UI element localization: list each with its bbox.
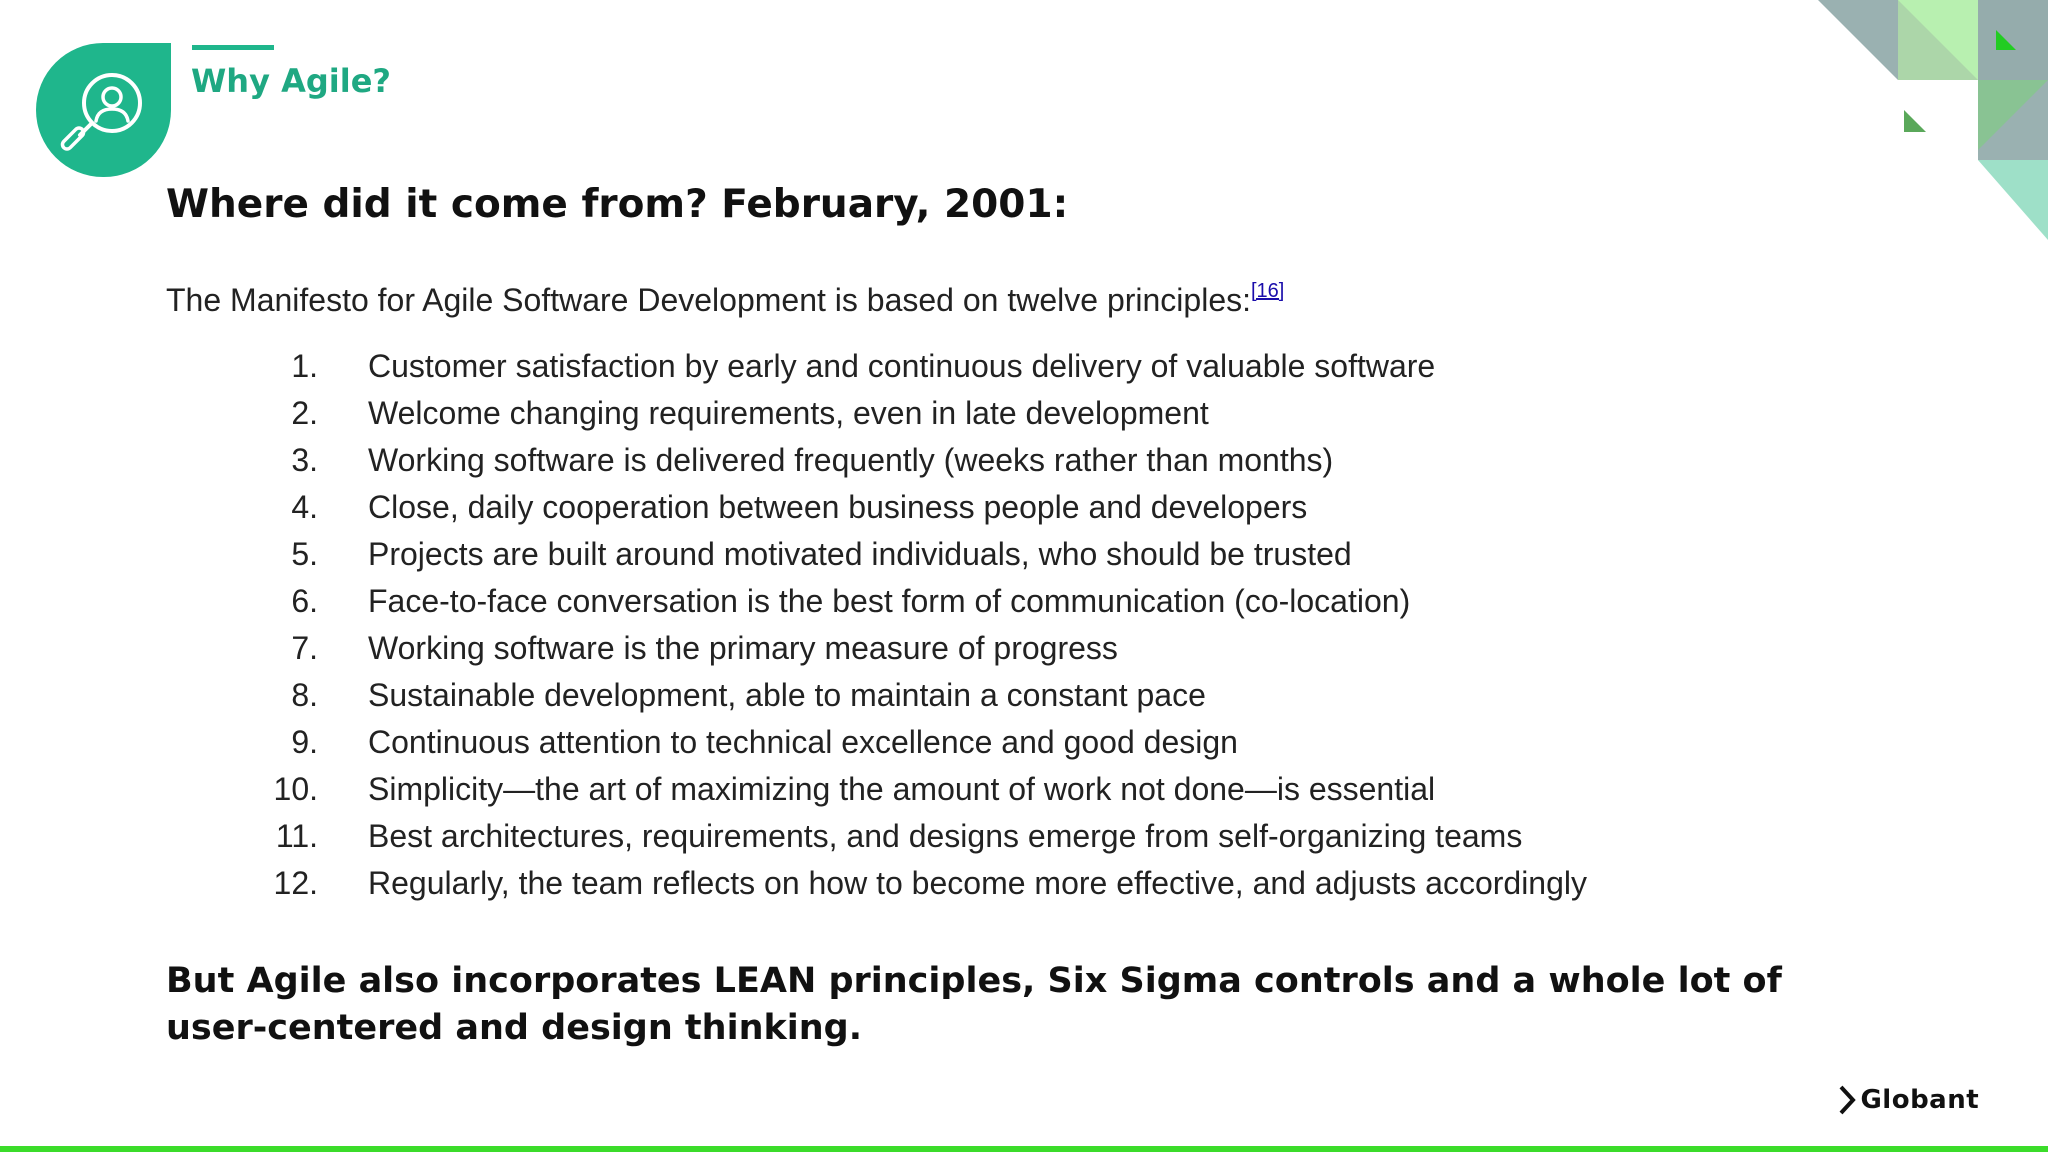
principle-number: 1. — [291, 348, 318, 384]
principle-text: Simplicity—the art of maximizing the amount of work not done—is essential — [368, 771, 1436, 807]
brand-name: Globant — [1860, 1085, 1980, 1115]
corner-decoration — [1818, 0, 2048, 240]
page-title: Where did it come from? February, 2001: — [166, 182, 1069, 227]
principle-text: Working software is the primary measure of progress — [368, 630, 1118, 666]
principle-number: 11. — [275, 818, 318, 854]
principle-text: Projects are built around motivated individuals, who should be trusted — [368, 536, 1352, 572]
principle-text: Customer satisfaction by early and continuous delivery of valuable software — [368, 348, 1436, 384]
section-accent-bar — [192, 45, 274, 50]
principle-number: 10. — [273, 771, 318, 807]
principle-text: Face-to-face conversation is the best form of communication (co-location) — [368, 583, 1411, 619]
principle-text: Best architectures, requirements, and designs emerge from self-organizing teams — [368, 818, 1523, 854]
principle-number: 6. — [291, 583, 318, 619]
principle-number: 5. — [291, 536, 318, 572]
principle-number: 3. — [291, 442, 318, 478]
intro-paragraph — [166, 280, 1284, 319]
principle-number: 9. — [291, 724, 318, 760]
bottom-accent-bar — [0, 1146, 2048, 1152]
principle-text: Continuous attention to technical excellence and good design — [368, 724, 1238, 760]
section-badge — [36, 43, 171, 177]
principle-number: 4. — [291, 489, 318, 525]
principle-text: Welcome changing requirements, even in late development — [368, 395, 1209, 431]
closing-statement: But Agile also incorporates LEAN principles, Six Sigma controls and a whole lot of user-centered and design thinking. — [166, 961, 1782, 1048]
principle-number: 2. — [291, 395, 318, 431]
principle-number: 8. — [291, 677, 318, 713]
globant-logo — [1838, 1084, 1979, 1120]
chevron-right-icon — [1838, 1084, 1856, 1116]
principle-text: Regularly, the team reflects on how to become more effective, and adjusts accordingly — [368, 865, 1587, 901]
section-title: Why Agile? — [191, 62, 391, 100]
principle-text: Sustainable development, able to maintain a constant pace — [368, 677, 1206, 713]
principle-number: 12. — [273, 865, 318, 901]
reference-link[interactable]: [16] — [1251, 280, 1285, 302]
intro-text: The Manifesto for Agile Software Development is based on twelve principles: — [166, 282, 1251, 318]
search-person-icon — [54, 61, 154, 161]
principle-text: Close, daily cooperation between business people and developers — [368, 489, 1308, 525]
principle-text: Working software is delivered frequently (weeks rather than months) — [368, 442, 1334, 478]
principle-number: 7. — [291, 630, 318, 666]
